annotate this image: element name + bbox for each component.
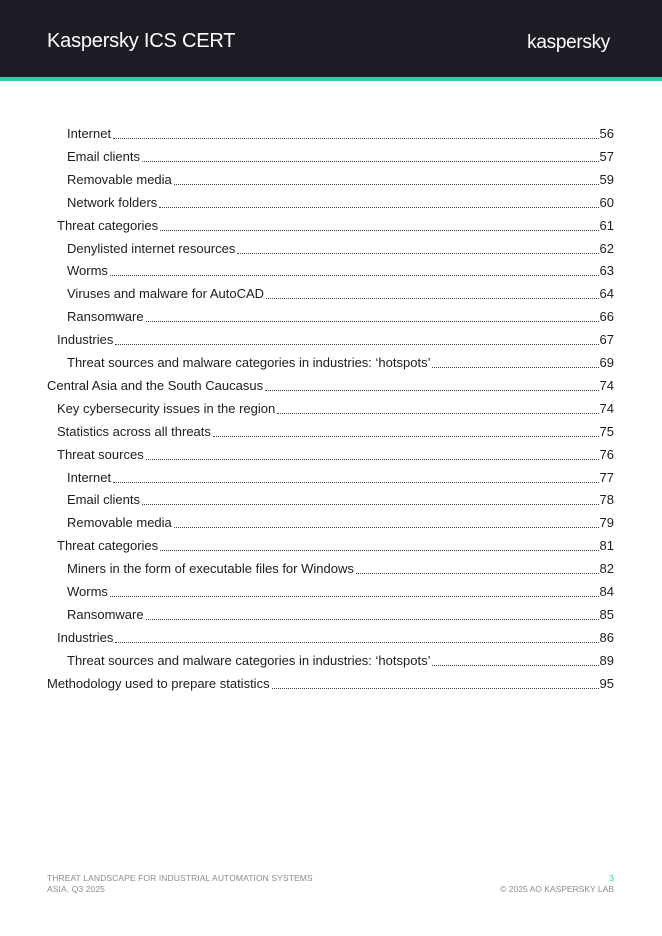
toc-entry[interactable] <box>67 466 614 486</box>
toc-entry[interactable] <box>57 626 614 646</box>
toc-dot-leader <box>160 550 598 551</box>
toc-entry-label: Internet <box>67 126 112 141</box>
toc-entry-page-number: 56 <box>599 126 614 141</box>
footer-copyright: © 2025 AO KASPERSKY LAB <box>500 884 614 894</box>
toc-entry-page-number: 75 <box>599 423 614 439</box>
toc-entry[interactable] <box>67 580 614 600</box>
toc-entry[interactable] <box>67 557 614 577</box>
toc-entry-page-number: 95 <box>599 675 614 691</box>
footer-report-line-1: THREAT LANDSCAPE FOR INDUSTRIAL AUTOMATION SYSTEMS <box>47 873 313 883</box>
toc-entry-label: Statistics across all threats <box>57 423 211 439</box>
toc-entry-page-number: 61 <box>599 217 614 233</box>
toc-entry[interactable] <box>67 122 614 142</box>
toc-dot-leader <box>113 482 598 483</box>
toc-entry-page-number: 74 <box>599 400 614 416</box>
toc-dot-leader <box>159 207 598 208</box>
toc-entry-page-number: 85 <box>599 606 614 622</box>
toc-entry-page-number: 67 <box>599 332 614 348</box>
toc-entry[interactable] <box>57 328 614 348</box>
toc-entry-label: Removable media <box>67 171 172 187</box>
toc-entry-label: Denylisted internet resources <box>67 240 236 256</box>
toc-entry-label: Industries <box>57 629 114 645</box>
toc-entry[interactable] <box>67 603 614 623</box>
toc-dot-leader <box>237 253 598 254</box>
toc-dot-leader <box>110 596 599 597</box>
toc-entry-page-number: 79 <box>599 515 614 531</box>
toc-dot-leader <box>213 436 599 437</box>
toc-dot-leader <box>115 344 598 345</box>
page-number: 3 <box>609 873 614 883</box>
toc-entry[interactable] <box>57 397 614 417</box>
toc-entry[interactable] <box>67 259 614 279</box>
toc-entry-label: Ransomware <box>67 606 144 622</box>
toc-entry[interactable] <box>67 145 614 165</box>
toc-entry-page-number: 66 <box>599 309 614 325</box>
toc-dot-leader <box>432 665 598 666</box>
toc-entry-label: Email clients <box>67 492 140 508</box>
toc-entry-page-number: 64 <box>599 286 614 302</box>
toc-entry-label: Methodology used to prepare statistics <box>47 675 270 691</box>
toc-entry[interactable] <box>67 649 614 669</box>
toc-entry-label: Worms <box>67 584 108 599</box>
toc-entry-label: Internet <box>67 469 112 485</box>
footer-report-title <box>47 873 313 895</box>
toc-dot-leader <box>174 527 599 528</box>
toc-entry-page-number: 86 <box>599 629 614 645</box>
toc-entry[interactable] <box>67 305 614 325</box>
toc-dot-leader <box>142 161 599 162</box>
toc-entry-label: Miners in the form of executable files for Windows <box>67 561 354 577</box>
toc-entry-page-number: 77 <box>599 469 614 485</box>
toc-entry-label: Removable media <box>67 515 172 531</box>
toc-dot-leader <box>266 298 599 299</box>
kaspersky-logo: kaspersky <box>527 32 610 53</box>
toc-dot-leader <box>142 504 599 505</box>
toc-entry-page-number: 84 <box>599 584 614 599</box>
toc-entry[interactable] <box>67 191 614 211</box>
page-header <box>0 0 662 77</box>
toc-entry-label: Threat sources and malware categories in industries: ‘hotspots’ <box>67 355 431 370</box>
toc-entry-page-number: 81 <box>599 538 614 554</box>
toc-entry-label: Network folders <box>67 194 158 210</box>
toc-dot-leader <box>272 688 599 689</box>
toc-entry-page-number: 69 <box>599 355 614 370</box>
toc-entry-page-number: 74 <box>599 377 614 393</box>
toc-dot-leader <box>146 619 599 620</box>
toc-entry-label: Email clients <box>67 148 140 164</box>
toc-entry-page-number: 89 <box>599 652 614 668</box>
toc-dot-leader <box>113 138 598 139</box>
toc-entry[interactable] <box>47 672 614 692</box>
toc-entry-label: Ransomware <box>67 309 144 325</box>
footer-page-info <box>500 873 614 895</box>
toc-entry[interactable] <box>67 282 614 302</box>
toc-entry[interactable] <box>67 351 614 371</box>
toc-entry-page-number: 76 <box>599 446 614 462</box>
toc-entry[interactable] <box>67 511 614 531</box>
toc-entry-label: Threat sources <box>57 446 144 462</box>
toc-entry-label: Threat categories <box>57 217 159 233</box>
toc-entry-label: Industries <box>57 332 114 348</box>
toc-entry[interactable] <box>67 237 614 257</box>
header-accent-bar <box>0 77 662 81</box>
toc-entry-page-number: 78 <box>599 492 614 508</box>
toc-entry-page-number: 62 <box>599 240 614 256</box>
toc-entry[interactable] <box>57 420 614 440</box>
toc-entry-page-number: 57 <box>599 148 614 164</box>
toc-dot-leader <box>174 184 599 185</box>
toc-entry-label: Viruses and malware for AutoCAD <box>67 286 265 302</box>
toc-dot-leader <box>356 573 599 574</box>
toc-entry-label: Threat categories <box>57 538 159 554</box>
toc-dot-leader <box>115 642 598 643</box>
toc-dot-leader <box>110 275 599 276</box>
toc-dot-leader <box>265 390 598 391</box>
toc-entry[interactable] <box>67 168 614 188</box>
toc-dot-leader <box>432 367 598 368</box>
toc-dot-leader <box>146 321 599 322</box>
toc-entry[interactable] <box>57 443 614 463</box>
toc-entry-page-number: 59 <box>599 171 614 187</box>
toc-entry-label: Central Asia and the South Caucasus <box>47 377 264 393</box>
toc-entry[interactable] <box>57 534 614 554</box>
toc-dot-leader <box>146 459 599 460</box>
footer-report-line-2: ASIA. Q3 2025 <box>47 884 106 894</box>
toc-dot-leader <box>160 230 598 231</box>
toc-entry-label: Threat sources and malware categories in industries: ‘hotspots’ <box>67 652 431 668</box>
toc-entry-label: Key cybersecurity issues in the region <box>57 400 276 416</box>
toc-dot-leader <box>277 413 598 414</box>
toc-entry-label: Worms <box>67 263 108 279</box>
toc-entry[interactable] <box>47 374 614 394</box>
toc-entry[interactable] <box>57 214 614 234</box>
toc-entry-page-number: 60 <box>599 194 614 210</box>
toc-entry-page-number: 63 <box>599 263 614 279</box>
header-title: Kaspersky ICS CERT <box>47 30 236 52</box>
toc-entry[interactable] <box>67 488 614 508</box>
toc-entry-page-number: 82 <box>599 561 614 577</box>
